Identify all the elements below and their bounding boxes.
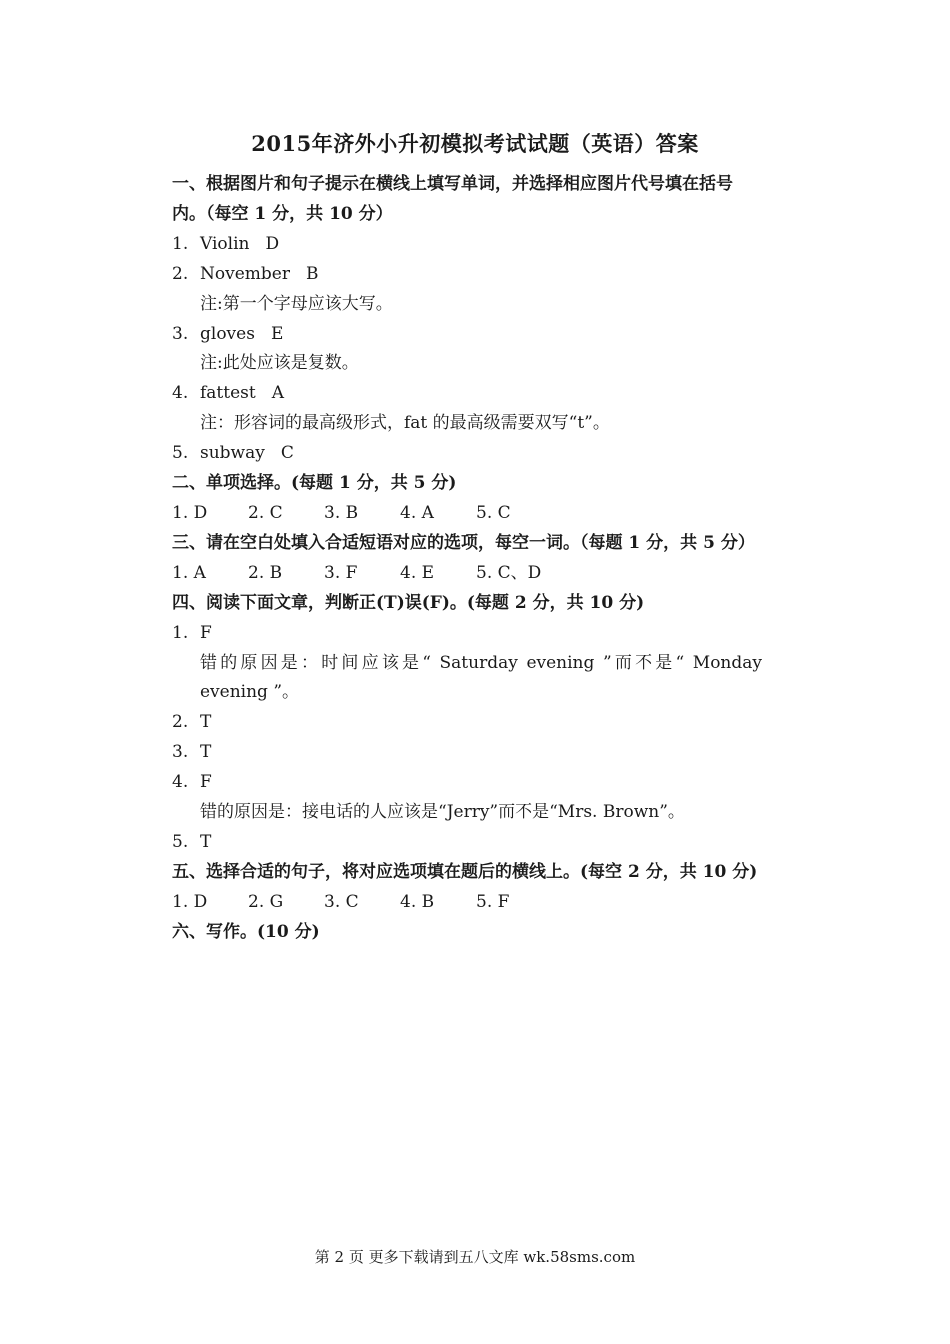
answer: 1. A — [172, 562, 206, 583]
s4-item-4 — [172, 768, 762, 798]
item-word: gloves — [200, 323, 255, 344]
item-letter: C — [280, 443, 294, 464]
s4-item-3 — [172, 738, 762, 768]
s1-item-2 — [172, 260, 762, 290]
item-answer: T — [200, 712, 212, 733]
s1-item-4 — [172, 379, 762, 409]
section-3-answers — [172, 559, 762, 589]
item-word: Violin — [200, 233, 250, 254]
answer: 5. F — [476, 891, 510, 912]
section-2-answers — [172, 499, 762, 529]
item-number: 3. — [172, 742, 189, 763]
answer: 3. B — [324, 502, 359, 523]
s1-item-2-note: 注:第一个字母应该大写。 — [200, 293, 393, 314]
s4-item-1-note: 错的原因是：时间应该是“ Saturday evening ”而不是“ Monday evening ”。 — [200, 652, 762, 703]
section-3-heading: 三、请在空白处填入合适短语对应的选项，每空一词。（每题 1 分，共 5 分） — [172, 532, 755, 553]
item-number: 5. — [172, 831, 189, 852]
s4-item-2 — [172, 708, 762, 738]
section-6-heading: 六、写作。(10 分) — [172, 921, 320, 942]
item-answer: T — [200, 742, 212, 763]
answer: 1. D — [172, 891, 208, 912]
item-letter: B — [305, 263, 319, 284]
answer: 3. F — [324, 562, 358, 583]
section-2-heading: 二、单项选择。(每题 1 分，共 5 分) — [172, 473, 457, 494]
item-number: 4. — [172, 383, 189, 404]
page-title: 2015年济外小升初模拟考试试题（英语）答案 — [251, 131, 699, 156]
s4-item-1 — [172, 619, 762, 649]
answer: 4. B — [400, 891, 435, 912]
item-number: 1. — [172, 622, 189, 643]
s1-item-5 — [172, 439, 762, 469]
item-number: 5. — [172, 443, 189, 464]
item-answer: F — [200, 772, 212, 793]
answer: 2. B — [248, 562, 283, 583]
item-number: 3. — [172, 323, 189, 344]
answer: 4. E — [400, 562, 435, 583]
item-letter: D — [265, 233, 280, 254]
answer: 2. G — [248, 891, 284, 912]
item-number: 2. — [172, 712, 189, 733]
answer: 2. C — [248, 502, 283, 523]
item-letter: A — [271, 383, 284, 404]
answer-content — [172, 170, 762, 948]
item-number: 1. — [172, 233, 189, 254]
section-5-heading: 五、选择合适的句子，将对应选项填在题后的横线上。(每空 2 分，共 10 分) — [172, 861, 758, 882]
section-1-heading: 一、根据图片和句子提示在横线上填写单词，并选择相应图片代号填在括号内。（每空 1 分，共 10 分） — [172, 174, 733, 224]
answer: 3. C — [324, 891, 359, 912]
item-letter: E — [270, 323, 284, 344]
answer: 5. C — [476, 502, 511, 523]
section-4-heading: 四、阅读下面文章，判断正(T)误(F)。(每题 2 分，共 10 分) — [172, 592, 645, 613]
s4-item-4-note: 错的原因是：接电话的人应该是“Jerry”而不是“Mrs. Brown”。 — [200, 802, 685, 823]
section-5-answers — [172, 888, 762, 918]
page-footer: 第 2 页 更多下载请到五八文库 wk.58sms.com — [314, 1248, 636, 1266]
answer: 5. C、D — [476, 562, 542, 583]
item-answer: T — [200, 831, 212, 852]
answer: 1. D — [172, 502, 208, 523]
answer: 4. A — [400, 502, 434, 523]
s1-item-4-note: 注：形容词的最高级形式，fat 的最高级需要双写“t”。 — [200, 413, 610, 434]
s4-item-5 — [172, 828, 762, 858]
item-number: 2. — [172, 263, 189, 284]
item-word: subway — [200, 443, 265, 464]
item-word: fattest — [200, 383, 256, 404]
item-word: November — [200, 263, 290, 284]
item-answer: F — [200, 622, 212, 643]
s1-item-3 — [172, 320, 762, 350]
s1-item-1 — [172, 230, 762, 260]
s1-item-3-note: 注:此处应该是复数。 — [200, 353, 359, 374]
item-number: 4. — [172, 772, 189, 793]
